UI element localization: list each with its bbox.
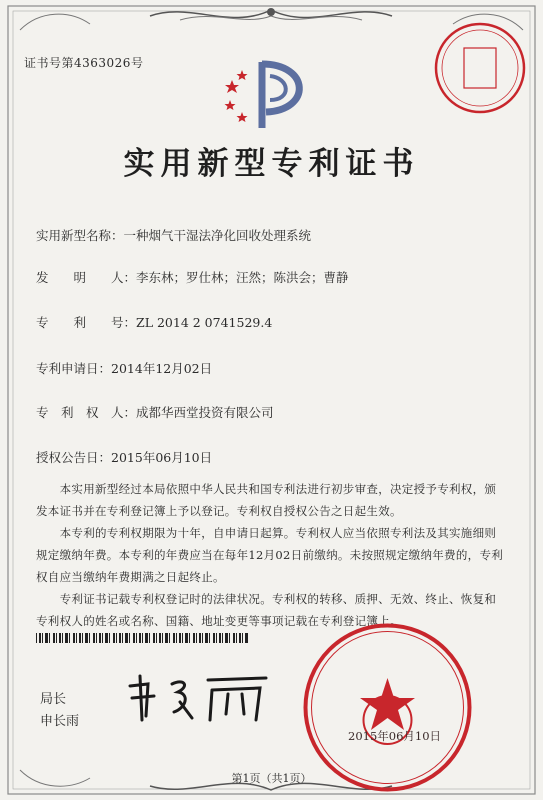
field-label: 专 利 号： <box>36 315 137 330</box>
barcode-bar <box>202 633 203 643</box>
field-inventors <box>36 268 349 286</box>
field-filing-date <box>36 359 212 377</box>
director-signature <box>120 668 280 728</box>
barcode-bar <box>182 633 183 643</box>
barcode-bar <box>165 633 168 643</box>
barcode-bar <box>209 633 210 643</box>
barcode-bar <box>162 633 163 643</box>
barcode-bar <box>125 633 128 643</box>
barcode-bar <box>196 633 197 643</box>
barcode-bar <box>76 633 77 643</box>
barcode-bar <box>169 633 170 643</box>
barcode-bar <box>219 633 221 643</box>
barcode-bar <box>193 633 195 643</box>
director-title: 局长 <box>40 692 67 707</box>
barcode-bar <box>62 633 63 643</box>
paragraph-grant: 本实用新型经过本局依照中华人民共和国专利法进行初步审查，决定授予专利权，颁发本证书并在专利登记簿上予以登记。专利权自授权公告之日起生效。 <box>36 482 497 518</box>
barcode-bar <box>199 633 201 643</box>
field-value: ZL 2014 2 0741529.4 <box>136 315 273 330</box>
barcode-bar <box>122 633 123 643</box>
seal-date: 2015年06月10日 <box>348 729 442 743</box>
barcode-bar <box>176 633 177 643</box>
barcode-bar <box>242 633 243 643</box>
barcode-bar <box>105 633 108 643</box>
barcode-bar <box>159 633 161 643</box>
field-value: 李东林；罗仕林；汪然；陈洪会；曹静 <box>136 270 349 285</box>
patent-office-emblem <box>220 52 320 132</box>
barcode-bar <box>49 633 50 643</box>
field-value: 2014年12月02日 <box>111 361 213 376</box>
certificate-title: 实用新型专利证书 <box>123 146 420 182</box>
field-label: 专利申请日： <box>36 361 112 376</box>
paragraph-register: 专利证书记载专利权登记时的法律状况。专利权的转移、质押、无效、终止、恢复和专利权人的姓名或名称、国籍、地址变更等事项记载在专利登记簿上。 <box>36 592 497 628</box>
barcode-bar <box>139 633 141 643</box>
director-name: 申长雨 <box>40 714 80 729</box>
barcode-bar <box>142 633 143 643</box>
barcode-bar <box>236 633 237 643</box>
paragraph-term: 本专利的专利权期限为十年，自申请日起算。专利权人应当依照专利法及其实施细则规定缴纳年费。本专利的年费应当在每年12月02日前缴纳。未按照规定缴纳年费的，专利权自应当缴纳年费期满之日起终止。 <box>36 526 504 584</box>
barcode-bar <box>216 633 217 643</box>
barcode-bar <box>213 633 215 643</box>
barcode-bar <box>65 633 68 643</box>
stamp-duty-seal <box>432 20 528 116</box>
field-utility-model-name <box>36 226 311 244</box>
barcode-bar <box>45 633 48 643</box>
barcode-bar <box>36 633 37 643</box>
barcode-bar <box>73 633 75 643</box>
barcode-bar <box>56 633 57 643</box>
field-patent-number <box>36 313 272 331</box>
field-patentee <box>36 403 274 421</box>
barcode-bar <box>109 633 110 643</box>
barcode-bar <box>239 633 241 643</box>
barcode-bar <box>145 633 148 643</box>
certificate-body <box>36 478 506 632</box>
barcode-bar <box>119 633 121 643</box>
field-label: 发 明 人： <box>36 270 137 285</box>
barcode-bar <box>225 633 228 643</box>
field-value: 成都华西堂投资有限公司 <box>136 405 274 420</box>
barcode-bar <box>89 633 90 643</box>
barcode-bar <box>222 633 223 643</box>
barcode-bar <box>136 633 137 643</box>
field-label: 实用新型名称： <box>36 228 124 243</box>
barcode-bar <box>185 633 188 643</box>
barcode-bar <box>79 633 81 643</box>
field-value: 一种烟气干湿法净化回收处理系统 <box>123 228 312 243</box>
barcode-bar <box>96 633 97 643</box>
field-label: 授权公告日： <box>36 450 112 465</box>
field-label: 专 利 权 人： <box>36 405 137 420</box>
barcode <box>36 633 248 643</box>
barcode-bar <box>39 633 41 643</box>
barcode-bar <box>116 633 117 643</box>
barcode-bar <box>113 633 115 643</box>
barcode-bar <box>42 633 43 643</box>
barcode-bar <box>59 633 61 643</box>
field-value: 2015年06月10日 <box>111 450 213 465</box>
barcode-bar <box>153 633 155 643</box>
barcode-bar <box>82 633 83 643</box>
barcode-bar <box>205 633 208 643</box>
certificate-number: 证书号第4363026号 <box>24 56 144 70</box>
barcode-bar <box>245 633 248 643</box>
barcode-bar <box>102 633 103 643</box>
barcode-bar <box>85 633 88 643</box>
page-number: 第1页（共1页） <box>231 772 312 785</box>
barcode-bar <box>233 633 235 643</box>
field-grant-date <box>36 448 212 466</box>
office-seal <box>300 620 475 795</box>
barcode-bar <box>156 633 157 643</box>
barcode-bar <box>93 633 95 643</box>
barcode-bar <box>129 633 130 643</box>
barcode-bar <box>99 633 101 643</box>
barcode-bar <box>229 633 230 643</box>
barcode-bar <box>189 633 190 643</box>
barcode-bar <box>133 633 135 643</box>
barcode-bar <box>149 633 150 643</box>
barcode-bar <box>173 633 175 643</box>
barcode-bar <box>53 633 55 643</box>
barcode-bar <box>179 633 181 643</box>
barcode-bar <box>69 633 70 643</box>
